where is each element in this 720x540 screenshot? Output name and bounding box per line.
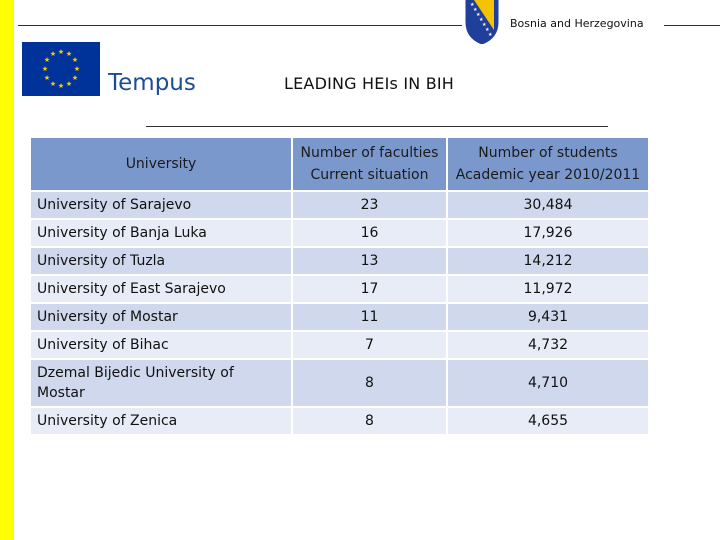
student-count: 4,655 <box>448 406 648 434</box>
table-row <box>31 358 648 406</box>
svg-text:★: ★ <box>43 56 51 64</box>
student-count: 4,732 <box>448 330 648 358</box>
university-name: University of East Sarajevo <box>31 274 293 302</box>
svg-text:★: ★ <box>485 27 490 33</box>
table-header-row <box>31 138 648 190</box>
svg-text:★: ★ <box>73 65 81 73</box>
svg-text:★: ★ <box>470 2 475 8</box>
title-underline <box>146 126 608 127</box>
student-count: 17,926 <box>448 218 648 246</box>
table-row <box>31 330 648 358</box>
svg-text:★: ★ <box>71 74 79 82</box>
svg-text:★: ★ <box>482 22 487 28</box>
university-name: University of Bihac <box>31 330 293 358</box>
table-row <box>31 246 648 274</box>
svg-text:★: ★ <box>476 12 481 18</box>
svg-text:★: ★ <box>473 7 478 13</box>
faculty-count: 8 <box>293 406 448 434</box>
header-rule-left <box>18 25 462 26</box>
svg-text:★: ★ <box>41 65 49 73</box>
svg-text:★: ★ <box>488 32 493 38</box>
universities-table <box>31 138 648 434</box>
svg-text:★: ★ <box>57 82 65 90</box>
svg-text:★: ★ <box>65 80 73 88</box>
table-row <box>31 274 648 302</box>
student-count: 30,484 <box>448 190 648 218</box>
faculty-count: 23 <box>293 190 448 218</box>
student-count: 14,212 <box>448 246 648 274</box>
university-name: Dzemal Bijedic University of Mostar <box>31 358 293 406</box>
faculty-count: 16 <box>293 218 448 246</box>
university-name: University of Sarajevo <box>31 190 293 218</box>
table-row <box>31 218 648 246</box>
faculty-count: 17 <box>293 274 448 302</box>
svg-text:★: ★ <box>479 17 484 23</box>
svg-text:★: ★ <box>71 56 79 64</box>
bih-flag-icon <box>462 0 502 44</box>
faculty-count: 13 <box>293 246 448 274</box>
faculty-count: 7 <box>293 330 448 358</box>
header-university: University <box>31 138 293 190</box>
student-count: 11,972 <box>448 274 648 302</box>
student-count: 9,431 <box>448 302 648 330</box>
student-count: 4,710 <box>448 358 648 406</box>
svg-text:★: ★ <box>49 80 57 88</box>
tempus-logo <box>22 40 212 102</box>
university-name: University of Banja Luka <box>31 218 293 246</box>
university-name: University of Mostar <box>31 302 293 330</box>
table-row <box>31 190 648 218</box>
university-name: University of Zenica <box>31 406 293 434</box>
page-title: LEADING HEIs IN BIH <box>284 74 455 93</box>
header-faculties: Number of faculties Current situation <box>293 138 448 190</box>
svg-text:★: ★ <box>57 48 65 56</box>
header-rule-right <box>664 25 720 26</box>
svg-text:★: ★ <box>49 50 57 58</box>
left-accent-stripe <box>0 0 14 540</box>
table-row <box>31 406 648 434</box>
faculty-count: 11 <box>293 302 448 330</box>
university-name: University of Tuzla <box>31 246 293 274</box>
eu-flag-icon <box>22 42 100 96</box>
tempus-wordmark: Tempus <box>108 70 196 96</box>
country-label: Bosnia and Herzegovina <box>510 17 644 30</box>
faculty-count: 8 <box>293 358 448 406</box>
svg-text:★: ★ <box>43 74 51 82</box>
svg-text:★: ★ <box>65 50 73 58</box>
header-students: Number of students Academic year 2010/2011 <box>448 138 648 190</box>
table-row <box>31 302 648 330</box>
